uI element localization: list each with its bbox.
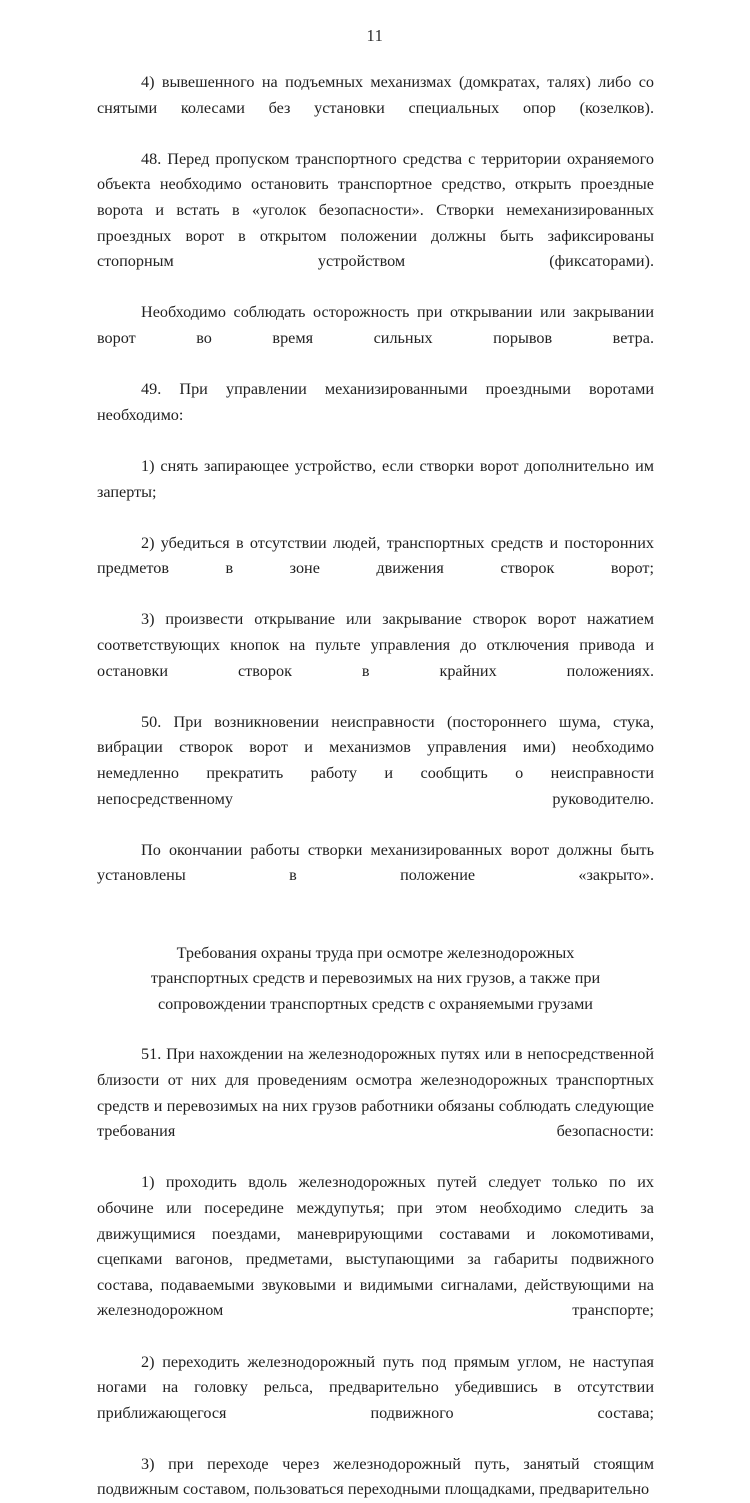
section-heading	[97, 941, 654, 1018]
page-content	[97, 70, 654, 1503]
paragraph-49-item-1: 1) снять запирающее устройство, если створки ворот дополнительно им заперты;	[97, 456, 654, 501]
paragraph-51: 51. При нахождении на железнодорожных путях или в непосредственной близости от них для проведениям осмотра железнодорожных транспортных средств и перевозимых на них грузов работники обязаны соблюдать следующие требования безопасности:	[97, 1045, 654, 1141]
paragraph-51-item-1: 1) проходить вдоль железнодорожных путей следует только по их обочине или посередине междупутья; при этом необходимо следить за движущимися поездами, маневрирующими составами и локомотивами, сцепками вагонов, предметами, выступающими за габариты подвижного состава, подаваемыми звуковыми и видимыми сигналами, действующими на железнодорожном транспорте;	[97, 1173, 654, 1320]
paragraph-4: 4) вывешенного на подъемных механизмах (домкратах, талях) либо со снятыми колесами без установки специальных опор (козелков).	[97, 73, 654, 117]
paragraph-49: 49. При управлении механизированными проездными воротами необходимо:	[97, 380, 654, 424]
page-number: 11	[366, 26, 384, 45]
section-heading-line-1: Требования охраны труда при осмотре железнодорожных	[176, 943, 575, 962]
paragraph-caution-wind: Необходимо соблюдать осторожность при открывании или закрывании ворот во время сильных порывов ветра.	[97, 303, 654, 347]
paragraph-50: 50. При возникновении неисправности (постороннего шума, стука, вибрации створок ворот и механизмов управления ими) необходимо немедленно прекратить работу и сообщить о неисправности непосредственному руководителю.	[97, 712, 654, 808]
paragraph-48: 48. Перед пропуском транспортного средства с территории охраняемого объекта необходимо остановить транспортное средство, открыть проездные ворота и встать в «уголок безопасности». Створки немеханизированных проездных ворот в открытом положении должны быть зафиксированы стопорным устройством (фиксаторами).	[97, 149, 654, 271]
section-heading-line-2: транспортных средств и перевозимых на них грузов, а также при	[150, 969, 601, 988]
paragraph-51-item-3: 3) при переходе через железнодорожный путь, занятый стоящим подвижным составом, пользоваться переходными площадками, предварительно	[97, 1454, 654, 1499]
paragraph-51-item-2: 2) переходить железнодорожный путь под прямым углом, не наступая ногами на головку рельса, предварительно убедившись в отсутствии приближающегося подвижного состава;	[97, 1352, 654, 1422]
paragraph-closing-gates: По окончании работы створки механизированных ворот должны быть установлены в положение «закрыто».	[97, 840, 654, 885]
section-heading-line-3: сопровождении транспортных средств с охраняемыми грузами	[158, 994, 593, 1013]
paragraph-49-item-2: 2) убедиться в отсутствии людей, транспортных средств и посторонних предметов в зоне движения створок ворот;	[97, 533, 654, 578]
paragraph-49-item-3: 3) произвести открывание или закрывание створок ворот нажатием соответствующих кнопок на пульте управления до отключения привода и остановки створок в крайних положениях.	[97, 610, 654, 680]
